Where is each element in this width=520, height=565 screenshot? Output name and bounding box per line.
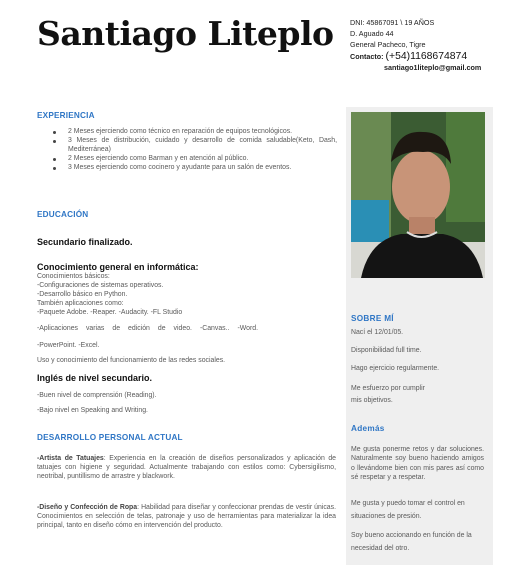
disponibilidad: Disponibilidad full time.	[351, 347, 422, 354]
list-item: 3 Meses de distribución, cuidado y desarrollo de comida saludable(Keto, Dash, Mediterránea)	[37, 137, 337, 155]
list-item: 3 Meses ejerciendo como cocinero y ayudante para un salón de eventos.	[37, 164, 337, 173]
ingles-reading: -Buen nivel de comprensión (Reading).	[37, 392, 157, 399]
profile-photo-illustration	[351, 112, 485, 278]
list-item: 2 Meses ejerciendo como técnico en reparación de equipos tecnológicos.	[37, 128, 337, 137]
informatica-lines	[37, 273, 182, 318]
informatica-heading: Conocimiento general en informática:	[37, 262, 199, 272]
ropa-paragraph	[37, 503, 336, 530]
list-item: 2 Meses ejerciendo como Barman y en atención al público.	[37, 155, 337, 164]
phone-number: (+54)1168674874	[385, 50, 468, 62]
informatica-line: También aplicaciones como:	[37, 299, 124, 307]
address: D. Aguado 44	[350, 29, 394, 39]
ingles-heading: Inglés de nivel secundario.	[37, 373, 153, 383]
ropa-label: -Diseño y Confección de Ropa	[37, 504, 138, 511]
esfuerzo: Me esfuerzo por cumplir mis objetivos.	[351, 385, 425, 404]
informatica-line: -Paquete Adobe. -Reaper. -Audacity. -FL Studio	[37, 308, 183, 316]
experiencia-title: EXPERIENCIA	[37, 111, 95, 120]
dni-line: DNI: 45867091 \ 19 AÑOS	[350, 18, 435, 27]
apps-line: -Aplicaciones varias de edición de video. -Canvas.. -Word.	[37, 325, 258, 332]
nacimiento: Nací el 12/01/05.	[351, 329, 404, 336]
informatica-line: -Configuraciones de sistemas operativos.	[37, 281, 164, 289]
informatica-line: Conocimientos básicos:	[37, 273, 110, 280]
contact-label: Contacto:	[350, 51, 384, 61]
ademas-title: Además	[351, 424, 385, 433]
tatuajes-label: -Artista de Tatuajes	[37, 455, 104, 462]
ropa-text: : Habilidad para diseñar y confeccionar prendas de vestir únicas. Conocimientos en selección de telas, patronaje y uso de herramientas para materializar la idea principal, tanto en diseño cómo en intervención del producto.	[37, 504, 336, 529]
ademas-control: Me gusta y puedo tomar el control en situaciones de presión.	[351, 500, 465, 520]
secundario-heading: Secundario finalizado.	[37, 237, 133, 247]
educacion-title: EDUCACIÓN	[37, 210, 89, 219]
ingles-speaking: -Bajo nivel en Speaking and Writing.	[37, 407, 148, 414]
profile-photo	[351, 112, 485, 278]
ademas-accionando: Soy bueno accionando en función de la necesidad del otro.	[351, 532, 472, 552]
sobre-mi-title: SOBRE MÍ	[351, 314, 394, 323]
tatuajes-text: : Experiencia en la creación de diseños personalizados y aplicación de tatuajes con higiene y seguridad. Actualmente trabajando con estilos como: Cybersigilismo, neotribal, puntillismo de arrastre y blackwork.	[37, 455, 337, 480]
informatica-line: -Desarrollo básico en Python.	[37, 290, 128, 298]
powerpoint-line: -PowerPoint. -Excel.	[37, 342, 100, 349]
ejercicio: Hago ejercicio regularmente.	[351, 365, 440, 372]
candidate-name: Santiago Liteplo	[37, 14, 334, 53]
phone-line	[350, 51, 510, 62]
contact-block	[350, 17, 510, 73]
email[interactable]: santiago1liteplo@gmail.com	[384, 62, 482, 72]
desarrollo-title: DESARROLLO PERSONAL ACTUAL	[37, 433, 183, 442]
tatuajes-paragraph	[37, 454, 336, 481]
ademas-retos: Me gusta ponerme retos y dar soluciones. Naturalmente soy bueno haciendo amigos o llevándome bien con mis pares así como sé respetar y a respetar.	[351, 446, 484, 481]
city: General Pacheco, Tigre	[350, 40, 426, 50]
experiencia-list	[37, 128, 337, 173]
redes-line: Uso y conocimiento del funcionamiento de las redes sociales.	[37, 357, 226, 364]
